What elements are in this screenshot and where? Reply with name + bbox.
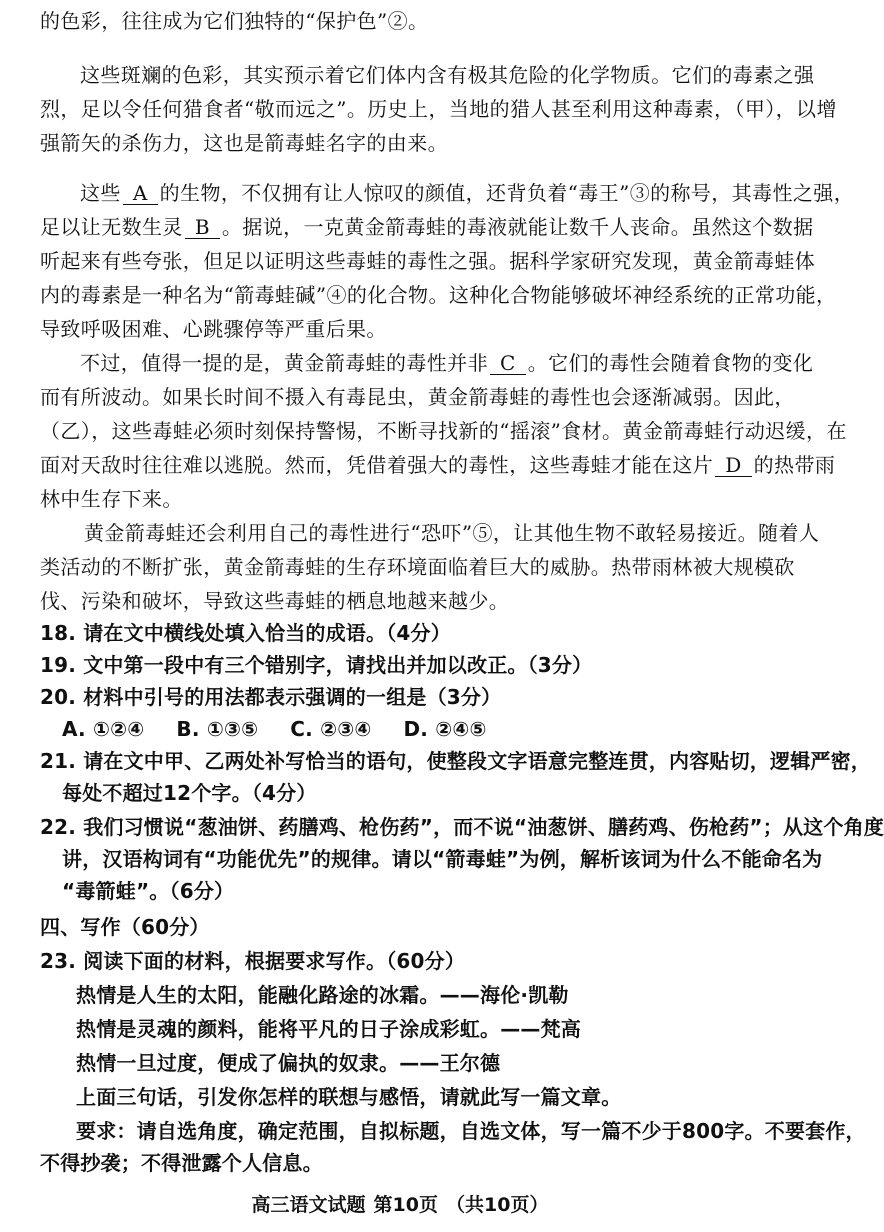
passage-text: 的生物，不仅拥有让人惊叹的颜值，还背负着“毒王”③的称号，其毒性之强， — [159, 181, 855, 205]
question-19: 19. 文中第一段中有三个错别字，请找出并加以改正。（3分） — [40, 653, 593, 677]
passage-line: 林中生存下来。 — [40, 487, 183, 511]
option-b: B. ①③⑤ — [176, 717, 259, 741]
option-c: C. ②③④ — [290, 717, 372, 741]
passage-line: （乙），这些毒蛙必须时刻保持警惕，不断寻找新的“摇滚”食材。黄金箭毒蛙行动迟缓，在 — [40, 419, 847, 443]
passage-line: 类活动的不断扩张，黄金箭毒蛙的生存环境面临着巨大的威胁。热带雨林被大规模砍 — [40, 555, 795, 579]
blank-c: C — [490, 352, 526, 375]
footer-page-number: 第10页 — [373, 1194, 438, 1216]
passage-line: 强箭矢的杀伤力，这也是箭毒蛙名字的由来。 — [40, 131, 448, 155]
passage-line — [80, 350, 813, 378]
footer-total-pages: （共10页） — [446, 1194, 549, 1216]
passage-text: 的热带雨 — [753, 453, 836, 477]
passage-line: 黄金箭毒蛙还会利用自己的毒性进行“恐吓”⑤，让其他生物不敢轻易接近。随着人 — [84, 521, 820, 545]
question-21: 21. 请在文中甲、乙两处补写恰当的语句，使整段文字语意完整连贯，内容贴切，逻辑严密， — [40, 749, 871, 773]
passage-line: 听起来有些夸张，但足以证明这些毒蛙的毒性之强。据科学家研究发现，黄金箭毒蛙体 — [40, 249, 816, 273]
passage-line: 而有所波动。如果长时间不摄入有毒昆虫，黄金箭毒蛙的毒性也会逐渐减弱。因此， — [40, 385, 795, 409]
passage-text: 这些 — [80, 181, 121, 205]
passage-text: 。它们的毒性会随着食物的变化 — [527, 351, 814, 375]
passage-line — [40, 214, 814, 242]
footer-exam-title: 高三语文试题 — [251, 1194, 366, 1216]
writing-section-title: 四、写作（60分） — [40, 915, 210, 939]
blank-a: A — [123, 182, 158, 205]
passage-line: 这些斑斓的色彩，其实预示着它们体内含有极其危险的化学物质。它们的毒素之强 — [80, 63, 815, 87]
passage-line — [80, 180, 854, 208]
blank-b: B — [185, 216, 220, 239]
passage-text: 。据说，一克黄金箭毒蛙的毒液就能让数千人丧命。虽然这个数据 — [221, 215, 814, 239]
writing-prompt: 上面三句话，引发你怎样的联想与感悟，请就此写一篇文章。 — [76, 1085, 622, 1109]
question-20-options — [62, 716, 519, 744]
question-21-cont: 每处不超过12个字。（4分） — [62, 781, 317, 805]
passage-text: 面对天敌时往往难以逃脱。然而，凭借着强大的毒性，这些毒蛙才能在这片 — [40, 453, 714, 477]
question-22-cont: 讲，汉语构词有“功能优先”的规律。请以“箭毒蛙”为例，解析该词为什么不能命名为 — [62, 847, 823, 871]
writing-quote-3: 热情一旦过度，便成了偏执的奴隶。——王尔德 — [76, 1051, 501, 1075]
question-18: 18. 请在文中横线处填入恰当的成语。（4分） — [40, 621, 451, 645]
blank-d: D — [715, 454, 751, 477]
passage-text: 足以让无数生灵 — [40, 215, 183, 239]
question-23: 23. 阅读下面的材料，根据要求写作。（60分） — [40, 949, 466, 973]
option-a: A. ①②④ — [62, 717, 145, 741]
passage-line: 的色彩，往往成为它们独特的“保护色”②。 — [40, 9, 429, 33]
question-22-cont: “毒箭蛙”。（6分） — [62, 879, 235, 903]
passage-line: 导致呼吸困难、心跳骤停等严重后果。 — [40, 317, 387, 341]
passage-line: 内的毒素是一种名为“箭毒蛙碱”④的化合物。这种化合物能够破坏神经系统的正常功能， — [40, 283, 837, 307]
passage-line: 烈，足以令任何猎食者“敬而远之”。历史上，当地的猎人甚至利用这种毒素，（甲），以增 — [40, 97, 837, 121]
writing-quote-2: 热情是灵魂的颜料，能将平凡的日子涂成彩虹。——梵高 — [76, 1017, 581, 1041]
writing-requirements: 要求：请自选角度，确定范围，自拟标题，自选文体，写一篇不少于800字。不要套作， — [76, 1119, 866, 1143]
passage-line: 伐、污染和破坏，导致这些毒蛙的栖息地越来越少。 — [40, 589, 510, 613]
page-footer — [0, 1190, 800, 1217]
passage-text: 不过，值得一提的是，黄金箭毒蛙的毒性并非 — [80, 351, 488, 375]
writing-requirements-cont: 不得抄袭；不得泄露个人信息。 — [40, 1151, 323, 1175]
question-20: 20. 材料中引号的用法都表示强调的一组是（3分） — [40, 685, 502, 709]
option-d: D. ②④⑤ — [403, 717, 487, 741]
question-22: 22. 我们习惯说“葱油饼、药膳鸡、枪伤药”，而不说“油葱饼、膳药鸡、伤枪药”；从这个角度 — [40, 815, 884, 839]
passage-line — [40, 452, 835, 480]
writing-quote-1: 热情是人生的太阳，能融化路途的冰霜。——海伦·凯勒 — [76, 983, 569, 1007]
